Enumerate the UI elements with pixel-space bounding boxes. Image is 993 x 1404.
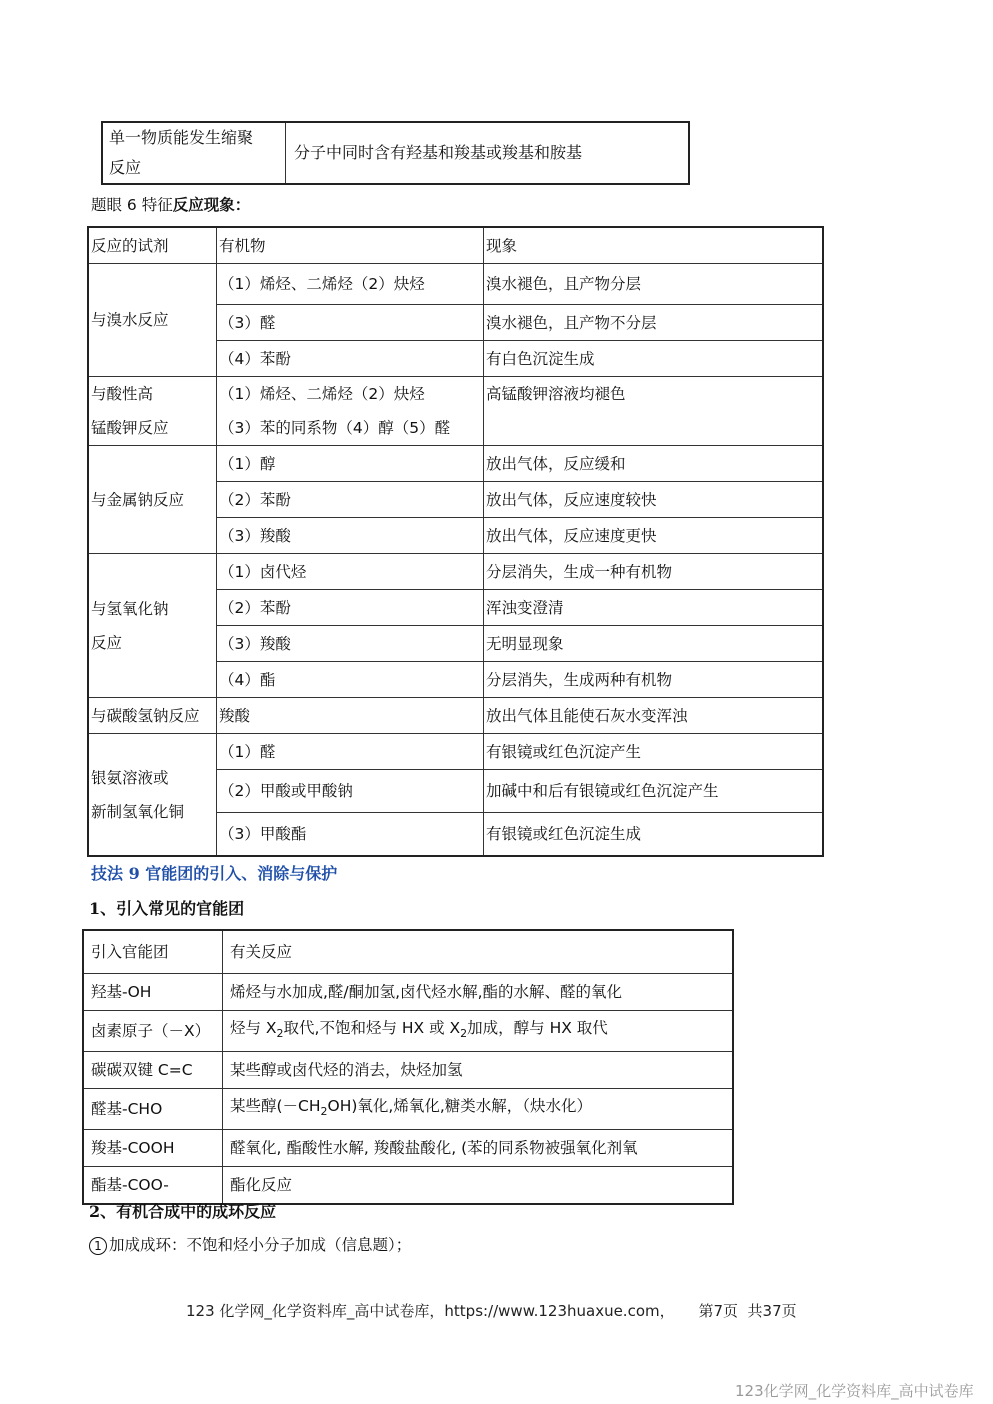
organic-cell: 羧酸: [217, 698, 484, 734]
reaction-cell: 醛氧化, 酯酸性水解, 羧酸盐酸化, (苯的同系物被强氧化剂氧: [223, 1130, 734, 1167]
reagent-cell: [88, 734, 217, 857]
subsection1-heading: 1、引入常见的官能团: [89, 899, 245, 918]
phenomenon-cell: 溴水褪色，且产物不分层: [484, 305, 824, 341]
phenomenon-cell: 有白色沉淀生成: [484, 341, 824, 377]
table-row: [83, 1089, 733, 1130]
table-row: [88, 446, 823, 482]
group-cell: 卤素原子（－X）: [83, 1011, 223, 1052]
organic-cell: （4）酯: [217, 662, 484, 698]
organic-cell: （3）甲酸酯: [217, 813, 484, 857]
reaction-text: 某些醇(－CH: [230, 1097, 321, 1116]
phenomenon-cell: 有银镜或红色沉淀产生: [484, 734, 824, 770]
reagent-cell: 与溴水反应: [88, 264, 217, 377]
phenomena-table: [87, 226, 824, 857]
reagent-cell: [88, 377, 217, 446]
header-reagent: 反应的试剂: [88, 227, 217, 264]
phenomenon-cell: 分层消失，生成两种有机物: [484, 662, 824, 698]
organic-cell: （3）醛: [217, 305, 484, 341]
top-table-label: [102, 122, 286, 184]
reaction-text: 取代,不饱和烃与 HX 或 X: [283, 1019, 461, 1037]
reagent-line: 银氨溶液或: [91, 768, 169, 787]
top-fragment-table: [101, 121, 690, 185]
header-organic: 有机物: [217, 227, 484, 264]
subscript: 2: [320, 1105, 328, 1119]
reaction-cell: [223, 1011, 734, 1052]
subscript: 2: [460, 1027, 468, 1041]
phenomenon-cell: 浑浊变澄清: [484, 590, 824, 626]
reagent-line: 与氢氧化钠: [91, 599, 169, 618]
phenomenon-cell: 溴水褪色，且产物分层: [484, 264, 824, 305]
skill9-heading: 技法 9 官能团的引入、消除与保护: [91, 864, 338, 883]
organic-cell: （1）卤代烃: [217, 554, 484, 590]
reagent-cell: [88, 554, 217, 698]
section6-prefix: 题眼 6 特征: [91, 196, 173, 214]
organic-line: （1）烯烃、二烯烃（2）炔烃: [219, 385, 425, 403]
item1-line: [89, 1233, 411, 1255]
organic-cell: （1）醛: [217, 734, 484, 770]
reagent-line: 锰酸钾反应: [91, 419, 169, 437]
phenomenon-cell: 放出气体且能使石灰水变浑浊: [484, 698, 824, 734]
organic-cell: （3）羧酸: [217, 518, 484, 554]
reaction-cell: 烯烃与水加成,醛/酮加氢,卤代烃水解,酯的水解、醛的氧化: [223, 974, 734, 1011]
table-row: [88, 264, 823, 305]
table-row: [88, 377, 823, 446]
reaction-cell: 某些醇或卤代烃的消去，炔烃加氢: [223, 1052, 734, 1089]
reaction-cell: [223, 1089, 734, 1130]
table-row: [88, 698, 823, 734]
reaction-text: 加成，醇与 HX 取代: [467, 1019, 608, 1037]
group-cell: 酯基-COO-: [83, 1167, 223, 1205]
phenomenon-cell: 放出气体，反应缓和: [484, 446, 824, 482]
group-cell: 醛基-CHO: [83, 1089, 223, 1130]
reaction-text: OH)氧化,烯氧化,糖类水解，（炔水化）: [327, 1097, 593, 1116]
header-reaction: 有关反应: [223, 930, 734, 974]
table-header-row: [88, 227, 823, 264]
organic-cell: [217, 377, 484, 446]
top-table-label-line1: 单一物质能发生缩聚: [109, 128, 254, 147]
phenomenon-cell: 放出气体，反应速度较快: [484, 482, 824, 518]
top-table-label-line2: 反应: [109, 158, 142, 177]
top-table-value: 分子中同时含有羟基和羧基或羧基和胺基: [286, 122, 690, 184]
subscript: 2: [276, 1027, 284, 1041]
organic-cell: （1）烯烃、二烯烃（2）炔烃: [217, 264, 484, 305]
functional-group-table: [82, 929, 734, 1205]
group-cell: 羧基-COOH: [83, 1130, 223, 1167]
table-row: [83, 1052, 733, 1089]
reagent-line: 与酸性高: [91, 385, 154, 403]
reaction-cell: 酯化反应: [223, 1167, 734, 1205]
section6-heading: [91, 193, 250, 215]
section6-bold: 反应现象：: [172, 196, 251, 214]
watermark: 123化学网_化学资料库_高中试卷库: [735, 1382, 974, 1400]
organic-cell: （3）羧酸: [217, 626, 484, 662]
table-row: [88, 554, 823, 590]
reagent-line: 新制氢氧化铜: [91, 802, 185, 821]
item1-text: 加成成环：不饱和烃小分子加成（信息题）；: [109, 1236, 412, 1254]
organic-cell: （2）苯酚: [217, 482, 484, 518]
table-row: [83, 974, 733, 1011]
table-row: [83, 1011, 733, 1052]
organic-cell: （2）苯酚: [217, 590, 484, 626]
organic-cell: （2）甲酸或甲酸钠: [217, 770, 484, 813]
phenomenon-cell: 有银镜或红色沉淀生成: [484, 813, 824, 857]
reagent-line: 反应: [91, 633, 123, 652]
phenomenon-cell: 分层消失，生成一种有机物: [484, 554, 824, 590]
header-group: 引入官能团: [83, 930, 223, 974]
group-cell: 羟基-OH: [83, 974, 223, 1011]
circled-number: 1: [89, 1237, 107, 1255]
phenomenon-cell: 放出气体，反应速度更快: [484, 518, 824, 554]
organic-line: （3）苯的同系物（4）醇（5）醛: [219, 419, 451, 437]
page-footer: 123 化学网_化学资料库_高中试卷库，https://www.123huaxue.com， 第7页 共37页: [186, 1302, 797, 1320]
reagent-cell: 与碳酸氢钠反应: [88, 698, 217, 734]
group-cell: 碳碳双键 C=C: [83, 1052, 223, 1089]
header-phenomenon: 现象: [484, 227, 824, 264]
phenomenon-cell: 高锰酸钾溶液均褪色: [484, 377, 824, 446]
table-row: [88, 734, 823, 770]
organic-cell: （4）苯酚: [217, 341, 484, 377]
table-row: [83, 1130, 733, 1167]
reagent-cell: 与金属钠反应: [88, 446, 217, 554]
organic-cell: （1）醇: [217, 446, 484, 482]
phenomenon-cell: 无明显现象: [484, 626, 824, 662]
reaction-text: 烃与 X: [230, 1019, 277, 1037]
table-header-row: [83, 930, 733, 974]
subsection2-heading: 2、有机合成中的成环反应: [89, 1202, 277, 1221]
phenomenon-cell: 加碱中和后有银镜或红色沉淀产生: [484, 770, 824, 813]
